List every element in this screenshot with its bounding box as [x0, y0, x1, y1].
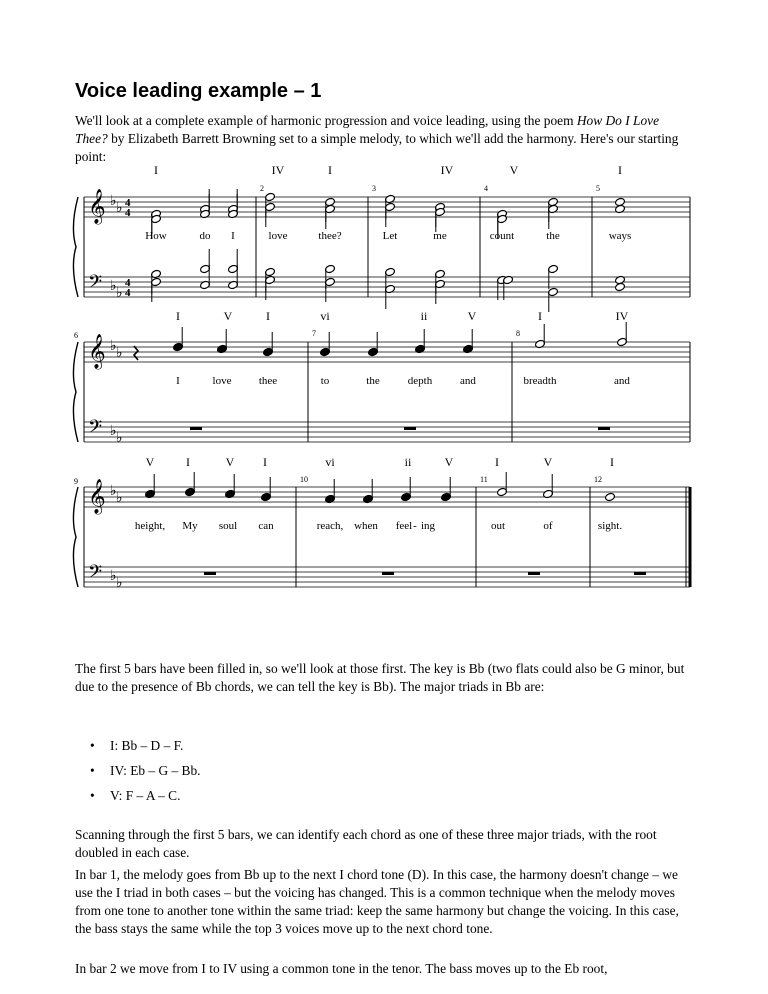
triad-text: IV: Eb – G – Bb. — [110, 763, 201, 778]
system-number: 6 — [74, 331, 78, 340]
lyric-word: of — [543, 520, 553, 532]
chord-symbol: I — [538, 309, 542, 323]
lyric-word: me — [433, 230, 447, 242]
whole-rest — [382, 572, 394, 575]
grand-staff-brace — [73, 487, 78, 587]
whole-rest — [190, 427, 202, 430]
triad-text: V: F – A – C. — [110, 788, 181, 803]
flat-sign: ♭ — [116, 201, 123, 216]
bullet-marker: • — [90, 738, 95, 753]
bullet-marker: • — [90, 788, 95, 803]
chord-symbol: I — [618, 163, 622, 177]
flat-sign: ♭ — [116, 576, 123, 591]
bar-number: 2 — [260, 184, 264, 193]
chord-symbol: I — [176, 309, 180, 323]
time-signature: 4 — [125, 277, 131, 289]
lyric-word: depth — [407, 375, 433, 387]
bar-number: 4 — [484, 184, 488, 193]
whole-rest — [634, 572, 646, 575]
flat-sign: ♭ — [110, 279, 117, 294]
notehead — [605, 492, 616, 501]
lyric-word: - — [413, 520, 417, 532]
chord-symbol: I — [495, 455, 499, 469]
chord-symbol: ii — [420, 309, 428, 323]
flat-sign: ♭ — [116, 491, 123, 506]
chord-symbol: I — [266, 309, 270, 323]
chord-symbol: vi — [320, 309, 330, 323]
chord-symbol: IV — [440, 163, 454, 177]
intro-text-after: by Elizabeth Barrett Browning set to a simple melody, to which we'll add the harmony. Here's our starting point: — [75, 131, 679, 164]
lyric-word: breadth — [523, 375, 557, 387]
poem-title: How Do I Love Thee? — [75, 113, 660, 146]
lyric-word: sight. — [597, 520, 623, 532]
lyric-word: and — [614, 375, 630, 387]
lyric-word: love — [212, 375, 232, 387]
triad-item — [75, 787, 695, 812]
quarter-rest — [134, 346, 138, 360]
chord-symbol: V — [467, 309, 477, 323]
paragraph-bar2: In bar 2 we move from I to IV using a common tone in the tenor. The bass moves up to the Eb root, — [75, 961, 608, 976]
lyric-word: the — [366, 375, 380, 387]
triad-item — [75, 762, 695, 787]
treble-clef-icon: 𝄞 — [88, 335, 106, 368]
bar-number: 5 — [596, 184, 600, 193]
whole-rest — [598, 427, 610, 430]
lyric-word: the — [546, 230, 560, 242]
flat-sign: ♭ — [110, 424, 117, 439]
system-number: 9 — [74, 477, 78, 486]
lyric-word: to — [320, 375, 330, 387]
triad-text: I: Bb – D – F. — [110, 738, 184, 753]
chord-symbol: I — [154, 163, 158, 177]
treble-clef-icon: 𝄞 — [88, 190, 106, 223]
lyric-word: My — [182, 520, 198, 532]
flat-sign: ♭ — [110, 569, 117, 584]
chord-symbol: I — [610, 455, 614, 469]
triad-list — [75, 737, 695, 812]
bar-number: 10 — [300, 475, 308, 484]
whole-rest — [528, 572, 540, 575]
whole-rest — [404, 427, 416, 430]
flat-sign: ♭ — [110, 484, 117, 499]
chord-symbol: I — [263, 455, 267, 469]
chord-symbol: V — [223, 309, 233, 323]
chord-symbol: IV — [615, 309, 629, 323]
chord-symbol: V — [444, 455, 454, 469]
paragraph-scan: Scanning through the first 5 bars, we can identify each chord as one of these three major triads, with the root doubled in each case. — [75, 827, 657, 860]
intro-text-before: We'll look at a complete example of harmonic progression and voice leading, using the poem — [75, 113, 577, 128]
grand-staff-brace — [73, 342, 78, 442]
lyric-word: and — [460, 375, 476, 387]
lyric-word: ways — [608, 230, 632, 242]
lyric-word: can — [258, 520, 274, 532]
bar-number: 7 — [312, 329, 316, 338]
chord-symbol: ii — [404, 455, 412, 469]
lyric-word: I — [176, 375, 180, 387]
chord-symbol: vi — [325, 455, 335, 469]
time-signature: 4 — [125, 197, 131, 209]
flat-sign: ♭ — [116, 286, 123, 301]
lyric-word: out — [490, 520, 506, 532]
chord-symbol: I — [186, 455, 190, 469]
lyric-word: count — [489, 230, 515, 242]
music-score — [0, 160, 768, 620]
page-title: Voice leading example – 1 — [75, 80, 322, 102]
flat-sign: ♭ — [116, 431, 123, 446]
chord-symbol: I — [328, 163, 332, 177]
lyric-word: love — [268, 230, 288, 242]
lyric-word: do — [199, 230, 211, 242]
bar-number: 3 — [372, 184, 376, 193]
grand-staff-brace — [73, 197, 78, 297]
triad-item — [75, 737, 695, 762]
bar-number: 12 — [594, 475, 602, 484]
bullet-marker: • — [90, 763, 95, 778]
flat-sign: ♭ — [110, 339, 117, 354]
lyric-word: thee? — [318, 230, 342, 242]
lyric-word: I — [231, 230, 235, 242]
intro-paragraph — [75, 112, 695, 166]
paragraph-key: The first 5 bars have been filled in, so we'll look at those first. The key is Bb (two flats could also be G minor, but due to the presence of Bb chords, we can tell the key is Bb). The major triads in Bb are: — [75, 661, 685, 694]
lyric-word: ing — [420, 520, 436, 532]
bass-clef-icon: 𝄢 — [88, 561, 103, 586]
treble-clef-icon: 𝄞 — [88, 480, 106, 513]
lyric-word: feel — [395, 520, 413, 532]
time-signature: 4 — [125, 287, 131, 299]
lyric-word: thee — [258, 375, 278, 387]
bass-clef-icon: 𝄢 — [88, 416, 103, 441]
lyric-word: reach, — [316, 520, 344, 532]
chord-symbol: IV — [271, 163, 285, 177]
lyric-word: height, — [134, 520, 166, 532]
paragraph-bar1: In bar 1, the melody goes from Bb up to the next I chord tone (D). In this case, the harmony doesn't change – we use the I triad in both cases – but the voicing has changed. This is a common technique when the melody moves from one tone to another tone within the same triad: keep the same harmony but change the voicing. In this case, the bass stays the same while the top 3 voices move up to the next chord tone. — [75, 867, 679, 936]
time-signature: 4 — [125, 207, 131, 219]
chord-symbol: V — [145, 455, 155, 469]
flat-sign: ♭ — [116, 346, 123, 361]
lyric-word: when — [354, 520, 378, 532]
lyric-word: Let — [382, 230, 398, 242]
notehead — [615, 282, 626, 291]
lyric-word: soul — [218, 520, 238, 532]
bass-clef-icon: 𝄢 — [88, 271, 103, 296]
chord-symbol: V — [509, 163, 519, 177]
flat-sign: ♭ — [110, 194, 117, 209]
lyric-word: How — [145, 230, 167, 242]
bar-number: 8 — [516, 329, 520, 338]
chord-symbol: V — [225, 455, 235, 469]
chord-symbol: V — [543, 455, 553, 469]
whole-rest — [204, 572, 216, 575]
bar-number: 11 — [480, 475, 488, 484]
